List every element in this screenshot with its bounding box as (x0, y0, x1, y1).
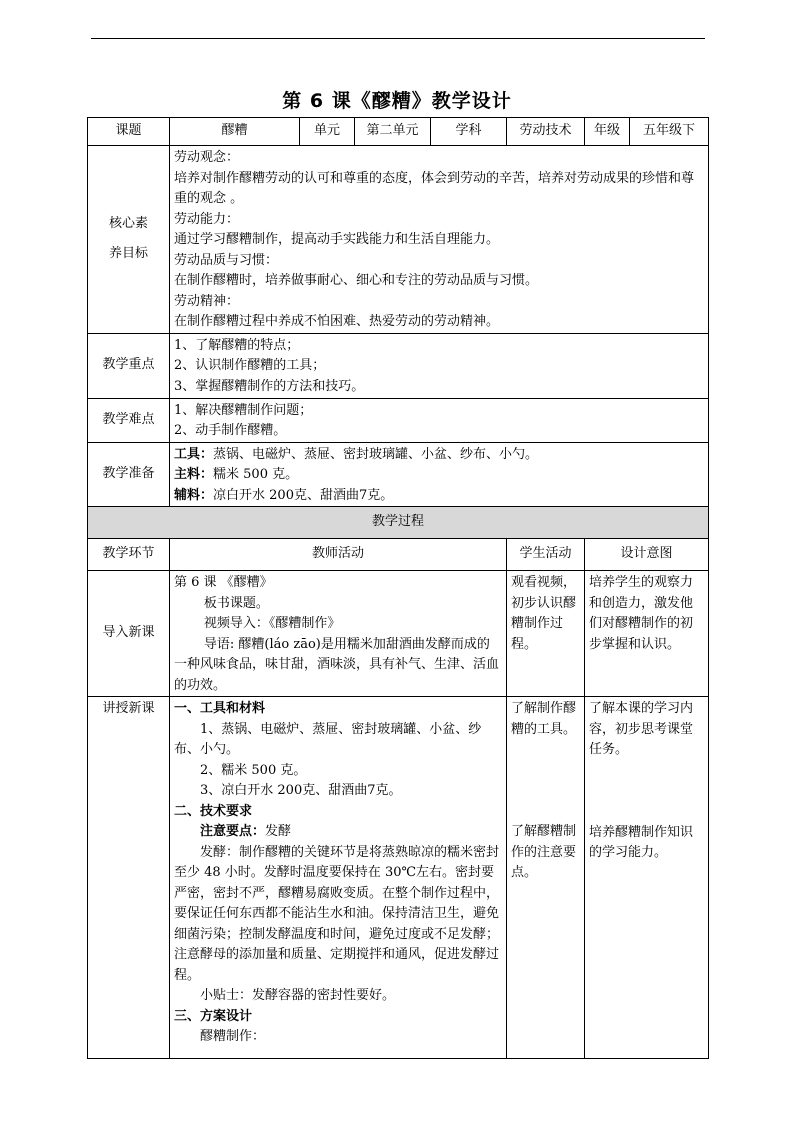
grade-value: 五年级下 (630, 118, 709, 146)
intro-intent: 培养学生的观察力和创造力，激发他们对醪糟制作的初步掌握和认识。 (585, 571, 709, 697)
goals-label (88, 146, 170, 334)
note-line (174, 822, 502, 843)
preparation-label: 教学准备 (88, 442, 170, 507)
difficulty: 2、动手制作醪糟。 (174, 423, 287, 438)
unit-label: 单元 (300, 118, 355, 146)
goal-line: 培养对制作醪糟劳动的认可和尊重的态度，体会到劳动的辛苦，培养对劳动成果的珍惜和尊重的观念 。 (174, 170, 695, 206)
preparation-row (88, 442, 709, 507)
col-stage: 教学环节 (88, 539, 170, 571)
note-label: 注意要点： (200, 824, 266, 839)
goals-label-line1: 核心素 (108, 216, 148, 232)
col-teacher: 教师活动 (170, 539, 507, 571)
intro-teacher (170, 571, 507, 697)
process-heading: 教学过程 (88, 507, 709, 539)
intro-line: 视频导入：《醪糟制作》 (203, 616, 341, 631)
intro-stage: 导入新课 (88, 571, 170, 697)
key-points-label: 教学重点 (88, 333, 170, 398)
lecture-student (507, 697, 585, 1059)
prep-aux (174, 486, 704, 507)
prep-main-value: 糯米 500 克。 (213, 467, 299, 482)
lecture-stage: 讲授新课 (88, 697, 170, 1059)
key-point: 1、了解醪糟的特点； (174, 337, 300, 353)
preparation-content (170, 442, 709, 507)
goal-line: 在制作醪糟过程中养成不怕困难、热爱劳动的劳动精神。 (174, 314, 500, 329)
spacer (589, 761, 704, 823)
goal-line: 劳动观念： (174, 150, 240, 165)
page-title: 第 6 课《醪糟》教学设计 (282, 90, 512, 112)
header-rule (91, 38, 705, 39)
lecture-intent (585, 697, 709, 1059)
key-point: 2、认识制作醪糟的工具； (174, 358, 326, 373)
goal-line: 劳动品质与习惯： (174, 252, 279, 268)
goals-row (88, 146, 709, 334)
note-value: 发酵 (265, 824, 292, 839)
key-points-content (170, 333, 709, 398)
lecture-row (88, 697, 709, 1059)
prep-aux-value: 凉白开水 200克、甜酒曲7克。 (213, 487, 394, 503)
difficulties-content (170, 398, 709, 442)
difficulty: 1、解决醪糟制作问题； (174, 402, 313, 418)
prep-tools (174, 445, 704, 466)
process-heading-row (88, 507, 709, 539)
lecture-intent-1: 了解本课的学习内容，初步思考课堂任务。 (589, 701, 694, 757)
section-title: 三、方案设计 (174, 1008, 253, 1024)
goal-line: 通过学习醪糟制作，提高动手实践能力和生活自理能力。 (174, 232, 500, 247)
plan-item: 醪糟制作： (200, 1029, 266, 1044)
lesson-plan-table (87, 117, 709, 1059)
header-row (88, 118, 709, 146)
lecture-intent-2: 培养醪糟制作知识的学习能力。 (589, 824, 694, 860)
ferment-text: 发酵：制作醪糟的关键环节是将蒸熟晾凉的糯米密封至少 48 小时。发酵时温度要保持在 30℃左右。密封要严密，密封不严，醪糟易腐败变质。在整个制作过程中，要保证任何东西都不能沾生水和油。保持清洁卫生，避免细菌污染；控制发酵温度和时间，避免过度或不足发酵；注意酵母的添加量和质量、定期搅拌和通风，促进发酵过程。 (174, 844, 500, 983)
prep-tools-label: 工具： (174, 446, 214, 462)
col-student: 学生活动 (507, 539, 585, 571)
intro-line: 第 6 课 《醪糟》 (174, 575, 273, 590)
difficulties-label: 教学难点 (88, 398, 170, 442)
tip-text: 小贴士：发酵容器的密封性要好。 (200, 988, 396, 1003)
intro-line: 板书课题。 (203, 595, 269, 611)
grade-label: 年级 (585, 118, 630, 146)
course-label: 课题 (88, 118, 170, 146)
section-title: 二、技术要求 (174, 803, 253, 819)
intro-student: 观看视频，初步认识醪糟制作过程。 (507, 571, 585, 697)
prep-tools-value: 蒸锅、电磁炉、蒸屉、密封玻璃罐、小盆、纱布、小勺。 (213, 446, 539, 462)
goal-line: 劳动精神： (174, 293, 240, 309)
unit-value: 第二单元 (355, 118, 431, 146)
intro-line: 导语: 醪糟(láo zāo)是用糯米加甜酒曲发酵而成的一种风味食品，味甘甜，酒味淡，具有补气、生津、活血的功效。 (174, 636, 500, 693)
tool-item: 3、凉白开水 200克、甜酒曲7克。 (200, 783, 402, 798)
goals-label-line2: 养目标 (108, 246, 148, 262)
key-points-row (88, 333, 709, 398)
prep-main-label: 主料： (174, 467, 214, 482)
tool-item: 2、糯米 500 克。 (200, 762, 307, 778)
subject-label: 学科 (431, 118, 507, 146)
key-point: 3、掌握醪糟制作的方法和技巧。 (174, 378, 365, 394)
intro-row (88, 571, 709, 697)
subject-value: 劳动技术 (507, 118, 585, 146)
goal-line: 在制作醪糟时，培养做事耐心、细心和专注的劳动品质与习惯。 (174, 273, 539, 288)
lecture-student-1: 了解制作醪糟的工具。 (511, 701, 577, 737)
prep-main (174, 465, 704, 486)
lecture-student-2: 了解醪糟制作的注意要点。 (511, 824, 577, 880)
spacer (511, 740, 580, 822)
difficulties-row (88, 398, 709, 442)
section-title: 一、工具和材料 (174, 701, 266, 716)
course-value: 醪糟 (170, 118, 300, 146)
tool-item: 1、蒸锅、电磁炉、蒸屉、密封玻璃罐、小盆、纱布、小勺。 (174, 721, 482, 757)
lecture-teacher (170, 697, 507, 1059)
goal-line: 劳动能力： (174, 211, 240, 227)
goals-content (170, 146, 709, 334)
prep-aux-label: 辅料： (174, 487, 214, 503)
process-columns-row (88, 539, 709, 571)
col-intent: 设计意图 (585, 539, 709, 571)
